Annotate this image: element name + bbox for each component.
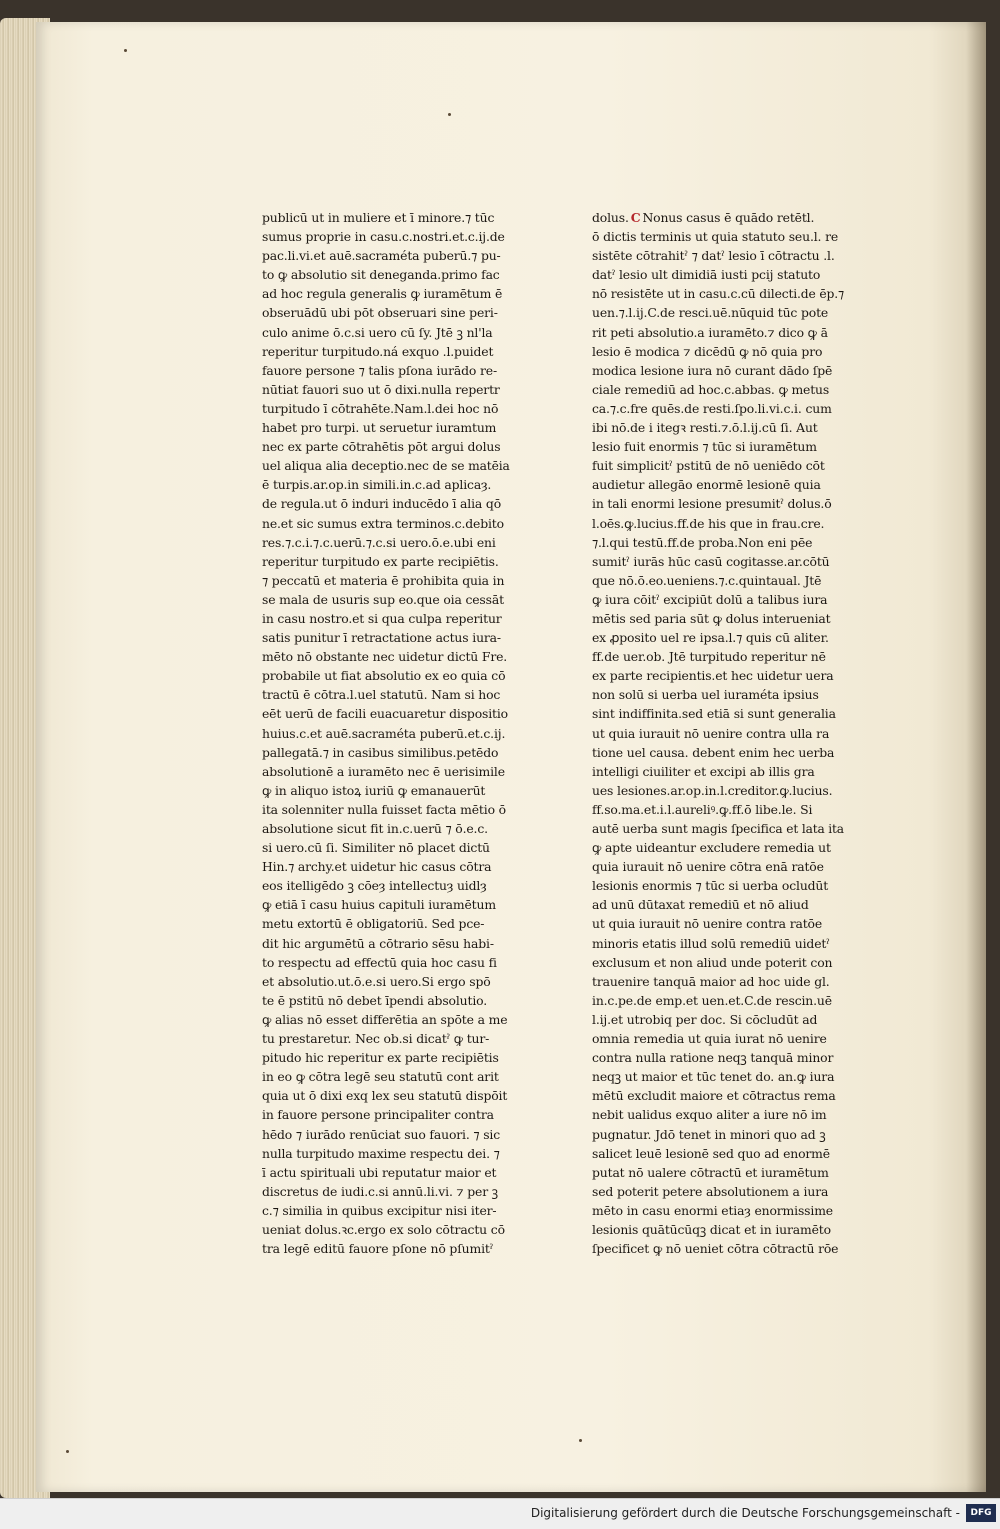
text-line: ff.so.ma.et.i.l.aureliꝰ.ꝙ.ff.ō libe.le. Si (592, 801, 813, 817)
paper-speck (448, 113, 451, 116)
text-line (592, 208, 844, 227)
text-line: tu prestaretur. Nec ob.si dicatˀ ꝙ tur- (262, 1031, 490, 1047)
text-line: obseruādū ubi pōt obseruari sine peri- (262, 305, 498, 321)
left-text-column (262, 208, 510, 1258)
text-line: to respectu ad effectū quia hoc casu fi (262, 954, 497, 970)
text-line: tractū ē cōtra.l.uel statutū. Nam si hoc (262, 687, 501, 703)
text-line: ueniat dolus.ꝛc.ergo ex solo cōtractu cō (262, 1221, 505, 1237)
text-line: ō dictis terminis ut quia statuto seu.l. re (592, 229, 839, 245)
text-line: uen.⁊.l.ij.C.de resci.uē.nūquid tūc pote (592, 305, 829, 321)
text-line: ita solenniter nulla fuisset facta mētio ō (262, 801, 506, 817)
text-line: sumus proprie in casu.c.nostri.et.c.ij.de (262, 229, 505, 245)
text-line: putat nō ualere cōtractū et iuramētum (592, 1164, 829, 1180)
paper-speck (124, 49, 127, 52)
text-line: c.⁊ similia in quibus excipitur nisi iter- (262, 1202, 497, 1218)
text-line: ues lesiones.ar.op.in.l.creditor.ꝙ.lucius. (592, 782, 833, 798)
text-line: ꝙ iura cōitˀ excipiūt dolū a talibus iura (592, 591, 828, 607)
text-line: publicū ut in muliere et ī minore.⁊ tūc (262, 210, 495, 225)
first-line-prefix: dolus. (592, 210, 629, 225)
text-line: ad unū dūtaxat remediū et nō aliud (592, 897, 809, 913)
text-line: metu extortū ē obligatoriū. Sed pce- (262, 916, 485, 932)
text-line: hēdo ⁊ iurādo renūciat suo fauori. ⁊ sic (262, 1126, 501, 1142)
text-line: fauore persone ⁊ talis pſona iurādo re- (262, 362, 498, 378)
text-line: nūtiat fauori suo ut ō dixi.nulla repertr (262, 381, 500, 397)
text-line: modica lesione iura nō curant dādo ſpē (592, 362, 833, 378)
footer-bar (0, 1498, 1000, 1529)
text-line: in tali enormi lesione presumitˀ dolus.ō (592, 496, 832, 512)
text-line: que nō.ō.eo.ueniens.⁊.c.quintaual. Jtē (592, 572, 822, 588)
text-line: discretus de iudi.c.si annū.li.vi. ⁊ per ꝫ (262, 1183, 498, 1199)
text-line: lesio ē modica ⁊ dicēdū ꝙ nō quia pro (592, 343, 823, 359)
funding-notice: Digitalisierung gefördert durch die Deutsche Forschungsgemeinschaft - (530, 1506, 960, 1520)
text-line: l.ij.et utrobiq per doc. Si cōcludūt ad (592, 1011, 818, 1027)
text-line: audietur allegāo enormē lesionē quia (592, 477, 821, 493)
text-line: neqꝫ ut maior et tūc tenet do. an.ꝙ iura (592, 1069, 835, 1085)
text-line: Hin.⁊ archy.et uidetur hic casus cōtra (262, 859, 492, 875)
text-line: te ē pstitū nō debet īpendi absolutio. (262, 992, 488, 1008)
text-line: ex ꝓposito uel re ipsa.l.⁊ quis cū aliter. (592, 630, 829, 646)
text-line: ut quia iurauit nō uenire contra ulla ra (592, 725, 830, 741)
text-line: ⁊.l.qui testū.ff.de proba.Non eni pēe (592, 534, 813, 550)
text-line: ꝙ apte uideantur excludere remedia ut (592, 840, 831, 856)
dfg-logo: DFG (966, 1504, 996, 1522)
text-line: sed poterit petere absolutionem a iura (592, 1183, 829, 1199)
text-line: datˀ lesio ult dimidiā iusti pcij statuto (592, 267, 821, 283)
text-line: uel aliqua alia deceptio.nec de se matēia (262, 458, 510, 474)
text-line: se mala de usuris sup eo.que oia cessāt (262, 591, 504, 607)
text-line: nebit ualidus exquo aliter a iure nō im (592, 1107, 827, 1123)
text-line: ad hoc regula generalis ꝙ iuramētum ē (262, 286, 503, 302)
text-line: rit peti absolutio.a iuramēto.⁊ dico ꝙ ā (592, 324, 828, 340)
text-line: autē uerba sunt magis ſpecifica et lata ita (592, 821, 844, 836)
text-line: trauenire tanquā maior ad hoc uide gl. (592, 973, 830, 989)
text-line: ff.de uer.ob. Jtē turpitudo reperitur nē (592, 649, 826, 665)
text-line: satis punitur ī retractatione actus iura- (262, 630, 501, 646)
page-gutter (966, 22, 986, 1492)
text-line: ciale remediū ad hoc.c.abbas. ꝙ metus (592, 381, 830, 397)
text-line: reperitur turpitudo.ná exquo .l.puidet (262, 343, 494, 359)
text-line: ē turpis.ar.op.in simili.in.c.ad aplicaȝ. (262, 477, 492, 493)
text-line: to ꝙ absolutio sit deneganda.primo fac (262, 267, 500, 283)
text-line: ꝙ etiā ī casu huius capituli iuramētum (262, 897, 496, 913)
text-line: in.c.pe.de emp.et uen.et.C.de rescin.uē (592, 992, 832, 1008)
text-line: intelligi ciuiliter et excipi ab illis gra (592, 763, 815, 779)
text-line: ne.et sic sumus extra terminos.c.debito (262, 515, 504, 531)
right-text-column (592, 208, 844, 1258)
text-line: salicet leuē lesionē sed quo ad enormē (592, 1145, 830, 1161)
text-line: l.oēs.ꝙ.lucius.ff.de his que in frau.cre. (592, 515, 825, 531)
text-line: fuit simplicitˀ pstitū de nō ueniēdo cōt (592, 458, 825, 474)
text-line: ca.⁊.c.fre quēs.de resti.ſpo.li.vi.c.i. cum (592, 400, 832, 416)
text-line: in eo ꝙ cōtra legē seu statutū cont arit (262, 1069, 499, 1085)
text-line: exclusum et non aliud unde poterit con (592, 954, 833, 970)
first-line-text: Nonus casus ē quādo retētl. (642, 210, 815, 225)
text-line: reperitur turpitudo ex parte recipiētis. (262, 553, 499, 569)
text-line: mētū excludit maiore et cōtractus rema (592, 1088, 836, 1104)
text-line: lesio fuit enormis ⁊ tūc si iuramētum (592, 439, 817, 455)
text-line: mētis sed paria sūt ꝙ dolus interueniat (592, 610, 831, 626)
text-line: tra legē editū fauore pſone nō pſumitˀ (262, 1241, 494, 1257)
text-line: ⁊ peccatū et materia ē prohibita quia in (262, 572, 505, 588)
text-line: habet pro turpi. ut seruetur iuramtum (262, 420, 497, 436)
red-initial-capital: C (630, 210, 641, 225)
text-line: nec ex parte cōtrahētis pōt argui dolus (262, 439, 501, 455)
text-line: ſpecificet ꝙ nō ueniet cōtra cōtractū rōe (592, 1241, 839, 1257)
text-line: ī actu spirituali ubi reputatur maior et (262, 1164, 497, 1180)
text-line: et absolutio.ut.ō.e.si uero.Si ergo spō (262, 973, 491, 989)
text-line: tione uel causa. debent enim hec uerba (592, 744, 835, 760)
text-line: ut quia iurauit nō uenire contra ratōe (592, 916, 823, 932)
paper-speck (66, 1450, 69, 1453)
text-line: in casu nostro.et si qua culpa reperitur (262, 610, 502, 626)
text-line: mēto in casu enormi etiaȝ enormissime (592, 1202, 833, 1218)
text-line: res.⁊.c.i.⁊.c.uerū.⁊.c.si uero.ō.e.ubi eni (262, 534, 496, 550)
text-line: sint indiffinita.sed etiā si sunt generalia (592, 706, 836, 722)
text-line: ꝙ in aliquo istoꝝ iuriū ꝙ emanauerūt (262, 782, 486, 798)
text-line: in fauore persone principaliter contra (262, 1107, 494, 1123)
text-line: pugnatur. Jdō tenet in minori quo ad ꝫ (592, 1126, 826, 1142)
text-line: pallegatā.⁊ in casibus similibus.petēdo (262, 744, 499, 760)
text-line: pac.li.vi.et auē.sacraméta puberū.⁊ pu- (262, 248, 501, 264)
text-line: dit hic argumētū a cōtrario sēsu habi- (262, 935, 494, 951)
text-line: contra nulla ratione neqꝫ tanquā minor (592, 1050, 834, 1066)
text-line: sumitˀ iurās hūc casū cogitasse.ar.cōtū (592, 553, 830, 569)
text-line: quia iurauit nō uenire cōtra enā ratōe (592, 859, 824, 875)
text-line: omnia remedia ut quia iurat nō uenire (592, 1031, 827, 1047)
text-line: ꝙ alias nō esset differētia an spōte a me (262, 1011, 508, 1027)
text-line: non solū si uerba uel iuraméta ipsius (592, 687, 819, 703)
text-line: eēt uerū de facili euacuaretur dispositio (262, 706, 508, 722)
paper-speck (579, 1439, 582, 1442)
text-line: nō resistēte ut in casu.c.cū dilecti.de ēp.⁊ (592, 286, 844, 302)
text-line: eos itelligēdo ꝫ cōeȝ intellectuȝ uidlȝ (262, 878, 487, 894)
text-line: pitudo hic reperitur ex parte recipiētis (262, 1050, 499, 1066)
text-line: mēto nō obstante nec uidetur dictū Fre. (262, 649, 508, 665)
text-line: si uero.cū ſi. Similiter nō placet dictū (262, 840, 490, 856)
text-line: probabile ut fiat absolutio ex eo quia cō (262, 668, 506, 684)
text-line: nulla turpitudo maxime respectu dei. ⁊ (262, 1145, 500, 1161)
text-line: ex parte recipientis.et hec uidetur uera (592, 668, 834, 684)
text-line: turpitudo ī cōtrahēte.Nam.l.dei hoc nō (262, 400, 499, 416)
text-line: ibi nō.de i itegꝛ resti.⁊.ō.l.ij.cū ſi. Aut (592, 420, 818, 436)
text-line: sistēte cōtrahitˀ ⁊ datˀ lesio ī cōtractu .l. (592, 248, 835, 264)
text-line: culo anime ō.c.si uero cū ſy. Jtē ꝫ nl'la (262, 324, 493, 340)
text-line: quia ut ō dixi exq lex seu statutū dispōit (262, 1088, 508, 1104)
text-line: lesionis enormis ⁊ tūc si uerba ocludūt (592, 878, 829, 894)
text-line: de regula.ut ō induri inducēdo ī alia qō (262, 496, 502, 512)
text-line: absolutionē a iuramēto nec ē uerisimile (262, 763, 505, 779)
text-line: minoris etatis illud solū remediū uidetˀ (592, 935, 830, 951)
text-line: absolutione sicut fit in.c.uerū ⁊ ō.e.c. (262, 821, 488, 836)
text-line: lesionis quātūcūqꝫ dicat et in iuramēto (592, 1221, 831, 1237)
text-line: huius.c.et auē.sacraméta puberū.et.c.ij. (262, 725, 506, 741)
